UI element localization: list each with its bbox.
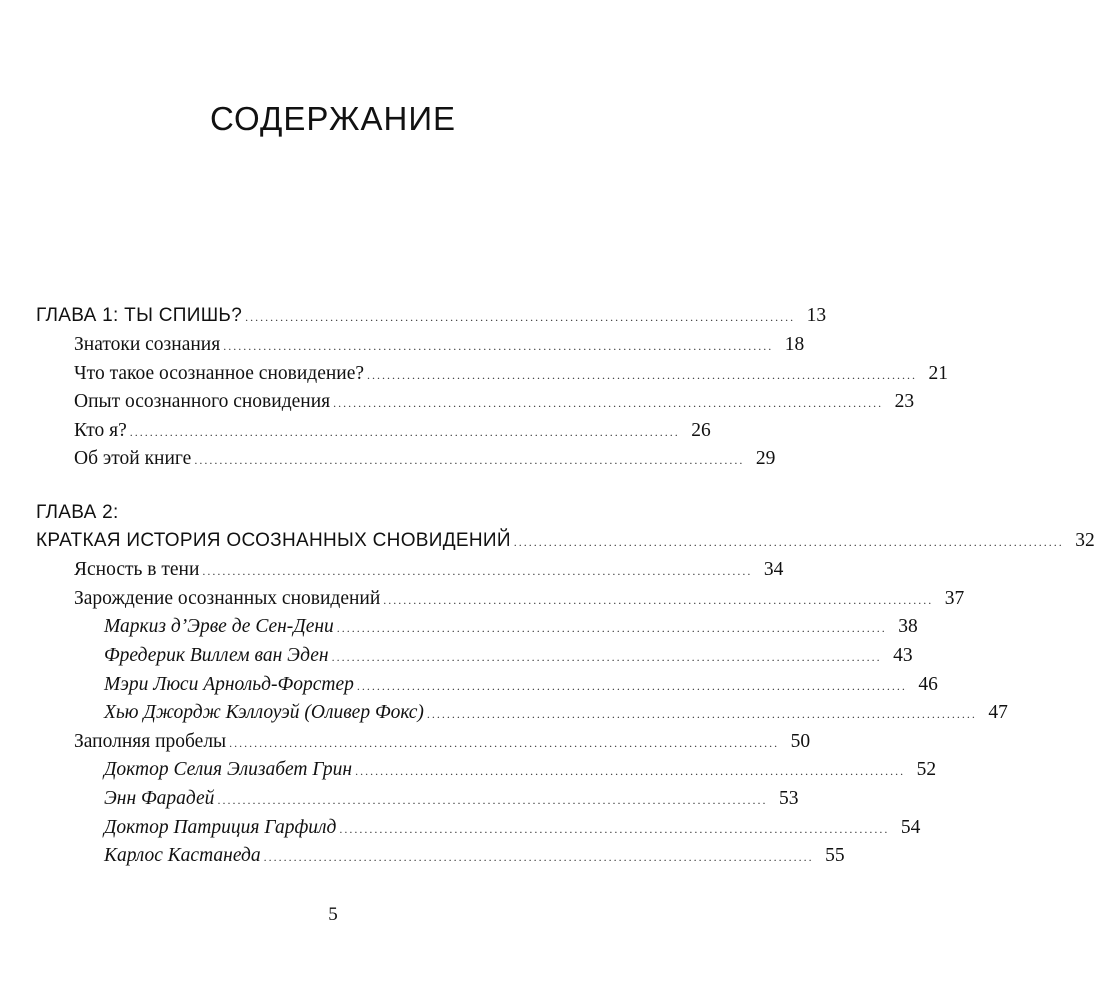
dot-leader: .............................................................................................................. <box>217 793 768 807</box>
dot-leader: .............................................................................................................. <box>356 679 907 693</box>
toc-entry-label: Что такое осознанное сновидение? <box>74 363 365 384</box>
toc-page-number: 47 <box>988 702 1008 723</box>
toc-entry[interactable] <box>74 446 776 473</box>
page-number-footer: 5 <box>328 904 338 925</box>
toc-entry-label: Доктор Патриция Гарфилд <box>104 817 337 838</box>
dot-leader: .............................................................................................................. <box>223 339 774 353</box>
toc-entry-label: Доктор Селия Элизабет Грин <box>104 759 353 780</box>
toc-chapter-1-title: ГЛАВА 1: ТЫ СПИШЬ? <box>36 305 243 326</box>
toc-entry[interactable] <box>74 418 711 445</box>
toc-entry-label: Мэри Люси Арнольд-Форстер <box>104 674 354 695</box>
toc-entry-label: Карлос Кастанеда <box>104 845 261 866</box>
dot-leader: .............................................................................................................. <box>367 368 918 382</box>
toc-entry-label: Опыт осознанного сновидения <box>74 391 331 412</box>
toc-subentry[interactable] <box>104 786 799 813</box>
toc-chapter-2-title: КРАТКАЯ ИСТОРИЯ ОСОЗНАННЫХ СНОВИДЕНИЙ <box>36 530 511 551</box>
toc-page-number: 43 <box>893 645 913 666</box>
toc-page-number: 52 <box>916 759 937 780</box>
toc-subentry[interactable] <box>104 643 913 670</box>
dot-leader: .............................................................................................................. <box>202 564 753 578</box>
toc-page-number: 26 <box>691 420 711 441</box>
toc-page-number: 34 <box>763 559 784 580</box>
toc-page-number: 50 <box>790 731 811 752</box>
toc-entry-label: Хью Джордж Кэллоуэй (Оливер Фокс) <box>104 702 424 723</box>
toc-subentry[interactable] <box>104 815 921 842</box>
dot-leader: .............................................................................................................. <box>194 453 745 467</box>
toc-entry[interactable] <box>74 557 784 584</box>
toc-page-number: 23 <box>894 391 915 412</box>
toc-page-number: 54 <box>900 817 921 838</box>
toc-page-number: 21 <box>928 363 949 384</box>
dot-leader: .............................................................................................................. <box>229 736 780 750</box>
toc-subentry[interactable] <box>104 672 938 699</box>
dot-leader: .............................................................................................................. <box>331 650 882 664</box>
toc-page-number: 53 <box>778 788 799 809</box>
toc-page-number: 55 <box>825 845 845 866</box>
toc-chapter-2-label: ГЛАВА 2: <box>36 502 119 523</box>
toc-entry[interactable] <box>74 729 811 756</box>
toc-chapter-2[interactable] <box>36 528 1095 555</box>
dot-leader: .............................................................................................................. <box>355 764 906 778</box>
toc-page-number: 13 <box>806 305 827 326</box>
toc-entry-label: Кто я? <box>74 420 127 441</box>
dot-leader: .............................................................................................................. <box>333 396 884 410</box>
toc-entry-label: Маркиз д’Эрве де Сен-Дени <box>104 616 334 637</box>
toc-subentry[interactable] <box>104 614 918 641</box>
toc-subentry[interactable] <box>104 757 937 784</box>
toc-entry-label: Фредерик Виллем ван Эден <box>104 645 329 666</box>
toc-entry[interactable] <box>74 389 915 416</box>
toc-page-number: 38 <box>898 616 918 637</box>
dot-leader: .............................................................................................................. <box>426 707 977 721</box>
toc-entry-label: Заполняя пробелы <box>74 731 227 752</box>
toc-subentry[interactable] <box>104 843 845 870</box>
toc-entry[interactable] <box>74 332 805 359</box>
toc-page-number: 32 <box>1075 530 1095 551</box>
toc-page-number: 29 <box>755 448 776 469</box>
toc-entry-label: Энн Фарадей <box>104 788 215 809</box>
toc-page-number: 18 <box>784 334 805 355</box>
dot-leader: .............................................................................................................. <box>245 310 796 324</box>
toc-entry-label: Знатоки сознания <box>74 334 221 355</box>
toc-entry-label: Ясность в тени <box>74 559 200 580</box>
toc-subentry[interactable] <box>104 700 1008 727</box>
dot-leader: .............................................................................................................. <box>339 822 890 836</box>
toc-page-number: 37 <box>944 588 965 609</box>
dot-leader: .............................................................................................................. <box>336 621 887 635</box>
toc-entry[interactable] <box>74 361 949 388</box>
toc-entry[interactable] <box>74 586 965 613</box>
toc-chapter-1[interactable] <box>36 303 827 330</box>
toc-entry-label: Об этой книге <box>74 448 192 469</box>
dot-leader: .............................................................................................................. <box>383 593 934 607</box>
page-title: СОДЕРЖАНИЕ <box>209 100 457 137</box>
dot-leader: .............................................................................................................. <box>129 425 680 439</box>
dot-leader: .............................................................................................................. <box>513 535 1064 549</box>
dot-leader: .............................................................................................................. <box>263 850 814 864</box>
toc-page-number: 46 <box>918 674 938 695</box>
toc-entry-label: Зарождение осознанных сновидений <box>74 588 381 609</box>
